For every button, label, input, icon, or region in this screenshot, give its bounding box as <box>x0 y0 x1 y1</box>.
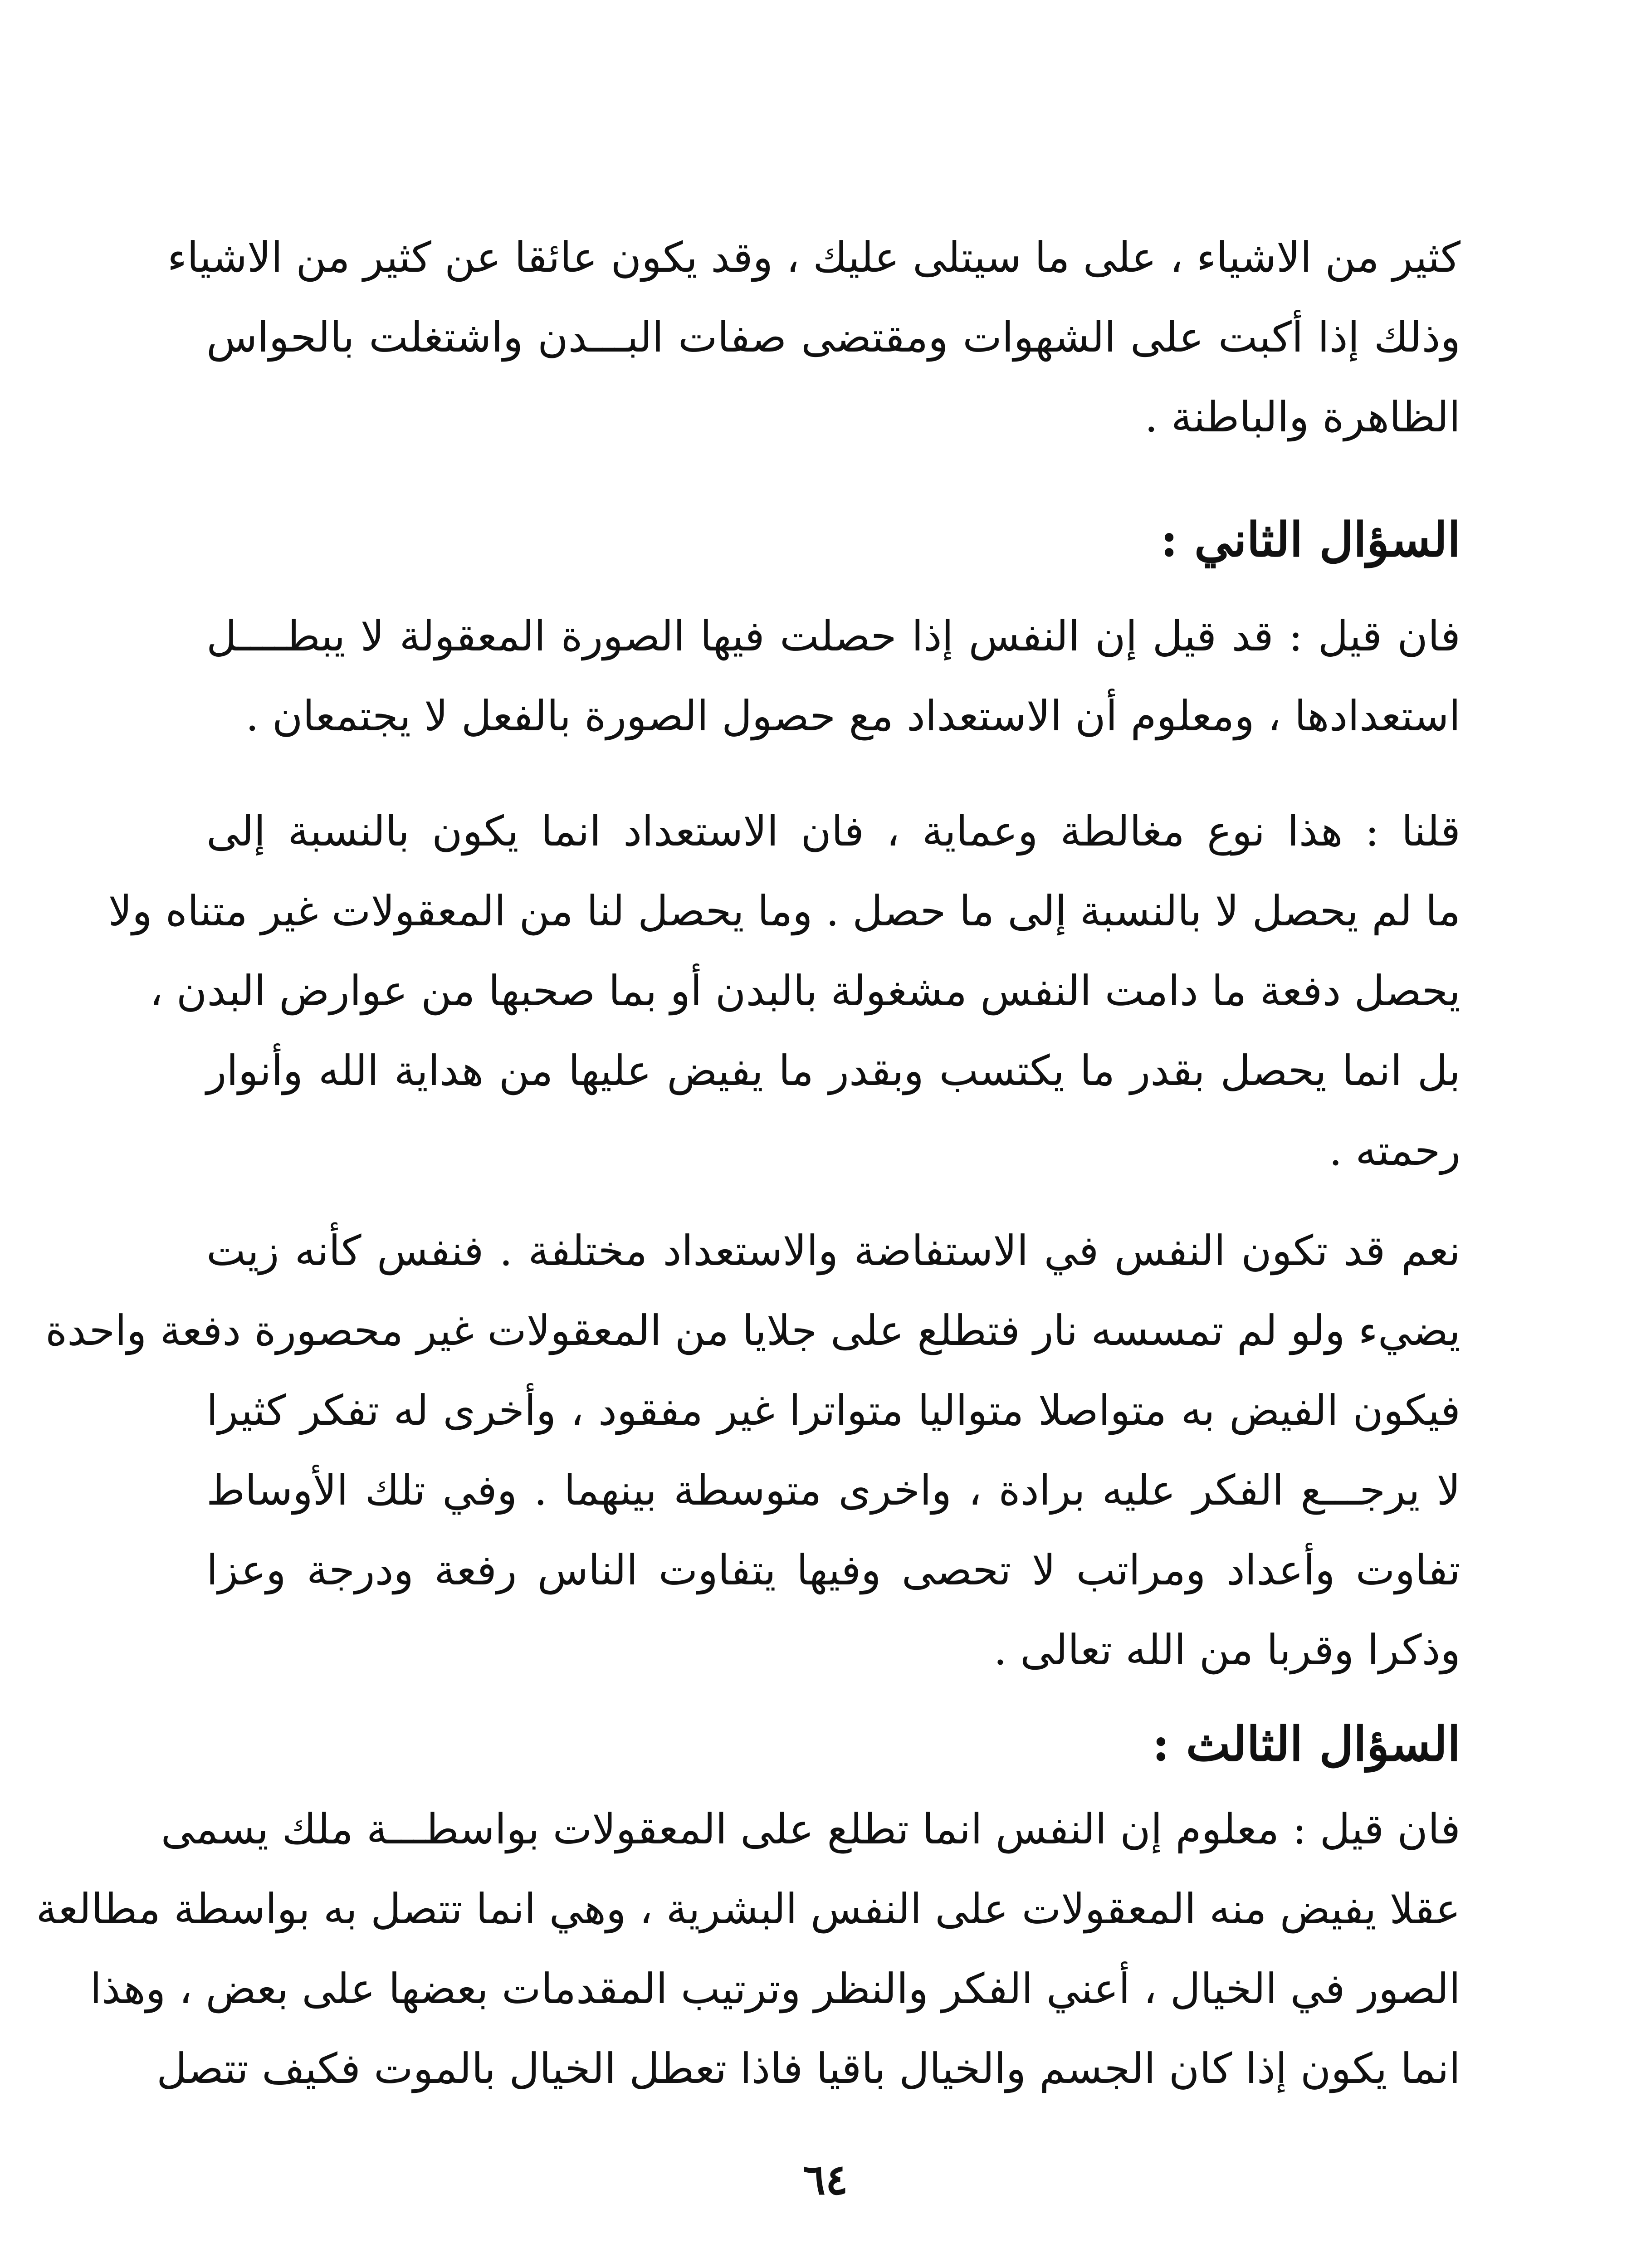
paragraph-souls-variation <box>45 1211 1461 1690</box>
text-line: قلنا : هذا نوع مغالطة وعماية ، فان الاستعداد انما يكون بالنسبة إلى <box>206 807 1460 855</box>
text-line: تفاوت وأعداد ومراتب لا تحصى وفيها يتفاوت الناس رفعة ودرجة وعزا <box>206 1546 1460 1594</box>
text-line: رحمته . <box>1329 1126 1460 1175</box>
section-heading-third-question: السؤال الثالث : <box>1152 1716 1460 1772</box>
text-line: فان قيل : قد قيل إن النفس إذا حصلت فيها الصورة المعقولة لا يبطــــل <box>206 612 1460 660</box>
text-line: نعم قد تكون النفس في الاستفاضة والاستعداد مختلفة . فنفس كأنه زيت <box>206 1227 1461 1275</box>
text-line: لا يرجـــع الفكر عليه برادة ، واخرى متوسطة بينهما . وفي تلك الأوساط <box>206 1466 1460 1515</box>
text-line: الظاهرة والباطنة . <box>1144 393 1460 441</box>
text-line: فيكون الفيض به متواصلا متواليا متواترا غير مفقود ، وأخرى له تفكر كثيرا <box>206 1386 1460 1435</box>
text-line: الصور في الخيال ، أعني الفكر والنظر وترتيب المقدمات بعضها على بعض ، وهذا <box>90 1965 1460 2013</box>
text-line: استعدادها ، ومعلوم أن الاستعداد مع حصول الصورة بالفعل لا يجتمعان . <box>245 692 1460 740</box>
page-number: ٦٤ <box>803 2155 848 2204</box>
section-heading-second-question: السؤال الثاني : <box>1160 512 1460 567</box>
text-line: انما يكون إذا كان الجسم والخيال باقيا فاذا تعطل الخيال بالموت فكيف تتصل <box>156 2044 1460 2093</box>
text-line: يحصل دفعة ما دامت النفس مشغولة بالبدن أو بما صحبها من عوارض البدن ، <box>149 967 1460 1015</box>
paragraph-objection-2 <box>206 596 1460 756</box>
text-line: كثير من الاشياء ، على ما سيتلى عليك ، وقد يكون عائقا عن كثير من الاشياء <box>167 233 1460 282</box>
text-line: فان قيل : معلوم إن النفس انما تطلع على المعقولات بواسطـــة ملك يسمى <box>161 1805 1460 1853</box>
text-line: يضيء ولو لم تمسسه نار فتطلع على جلايا من المعقولات غير محصورة دفعة واحدة <box>45 1306 1460 1355</box>
text-line: وذلك إذا أكبت على الشهوات ومقتضى صفات البـــدن واشتغلت بالحواس <box>206 313 1460 362</box>
paragraph-continuation <box>167 218 1460 457</box>
text-line: وذكرا وقربا من الله تعالى . <box>993 1626 1460 1674</box>
text-line: بل انما يحصل بقدر ما يكتسب وبقدر ما يفيض عليها من هداية الله وأنوار <box>206 1046 1460 1095</box>
paragraph-reply-2 <box>108 792 1460 1191</box>
text-line: ما لم يحصل لا بالنسبة إلى ما حصل . وما يحصل لنا من المعقولات غير متناه ولا <box>108 887 1460 935</box>
text-line: عقلا يفيض منه المعقولات على النفس البشرية ، وهي انما تتصل به بواسطة مطالعة <box>36 1885 1460 1933</box>
paragraph-objection-3 <box>36 1789 1460 2109</box>
